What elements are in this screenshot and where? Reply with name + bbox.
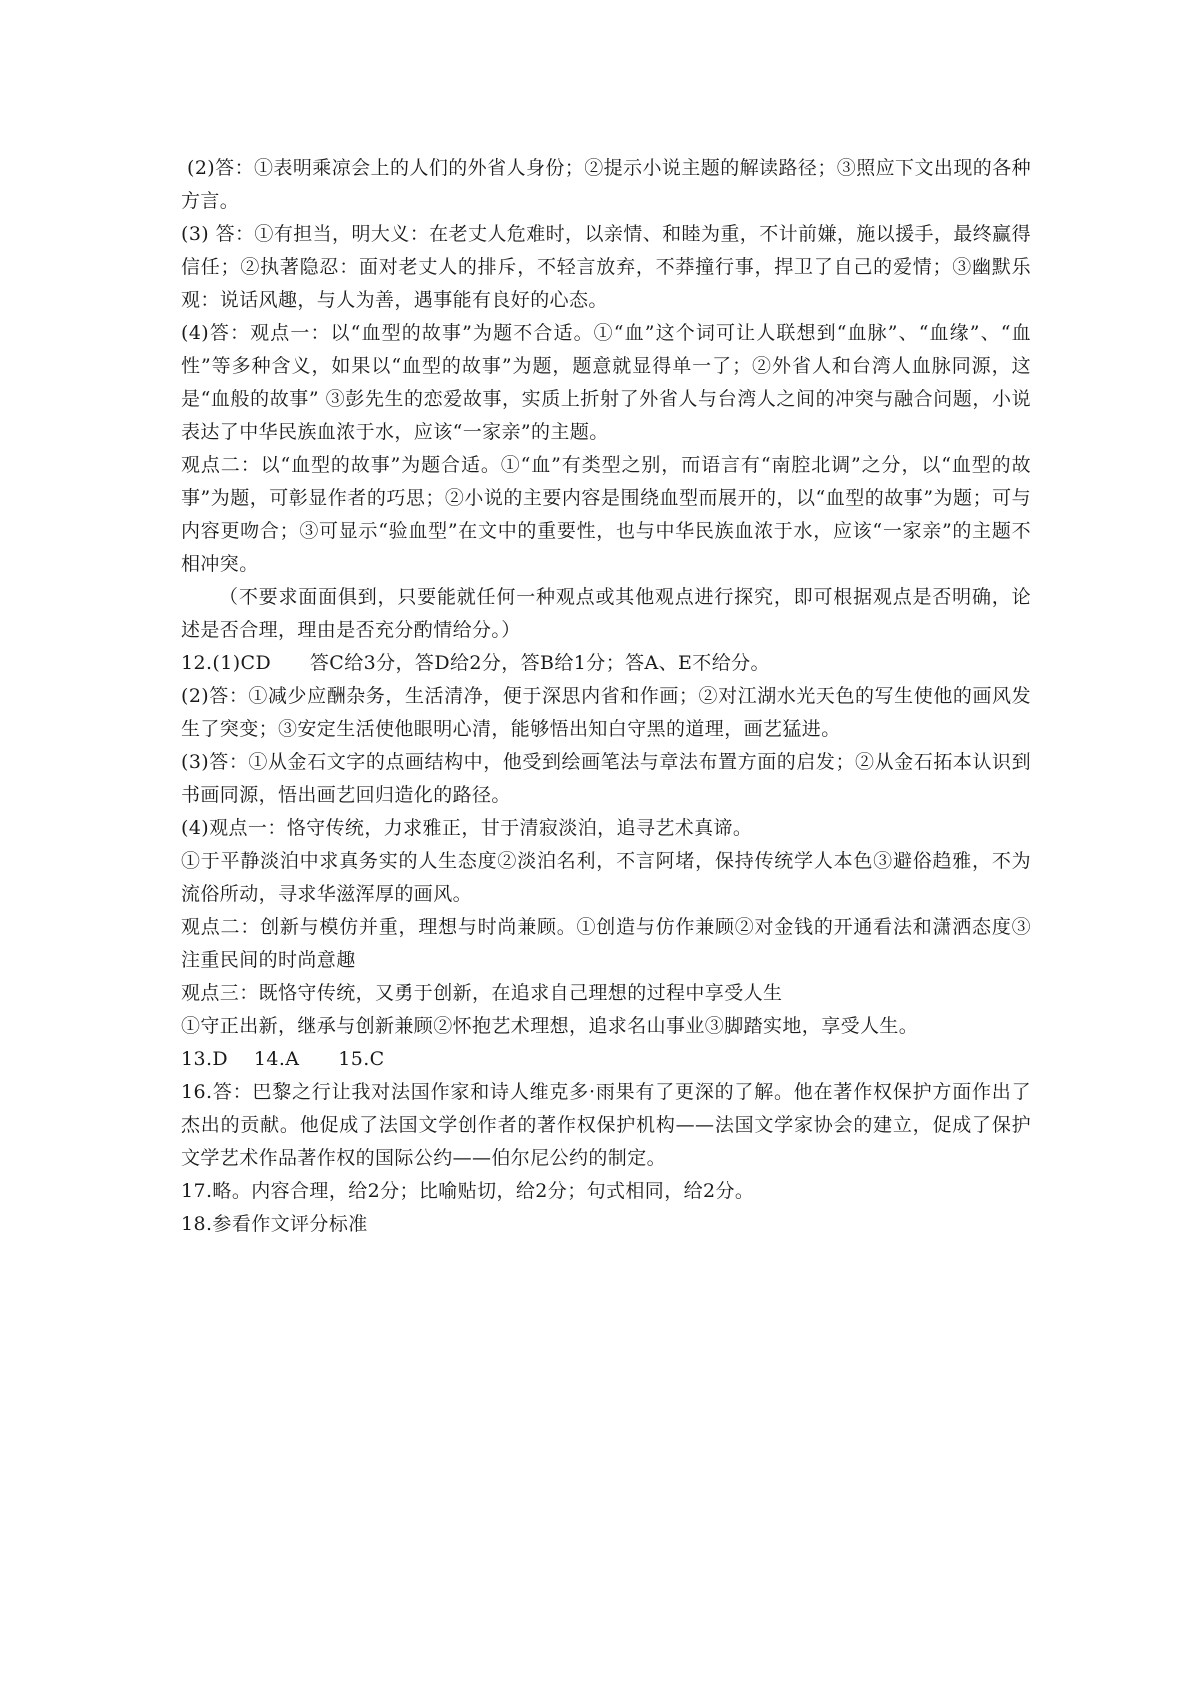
answer-paragraph-q18: 18.参看作文评分标准 <box>181 1213 368 1235</box>
answer-paragraph-q17: 17.略。内容合理，给2分；比喻贴切，给2分；句式相同，给2分。 <box>181 1180 755 1202</box>
answer-paragraph-q12-4-view-2: 观点二：创新与模仿并重，理想与时尚兼顾。①创造与仿作兼顾②对金钱的开通看法和潇洒态度③注重民间的时尚意趣 <box>181 916 1031 971</box>
answer-paragraph-q12-4-view-3-points: ①守正出新，继承与创新兼顾②怀抱艺术理想，追求名山事业③脚踏实地，享受人生。 <box>181 1015 919 1037</box>
answer-paragraph-q12-2: (2)答：①减少应酬杂务，生活清净，便于深思内省和作画；②对江湖水光天色的写生使他的画风发生了突变；③安定生活使他眼明心清，能够悟出知白守黑的道理，画艺猛进。 <box>181 685 1031 740</box>
answer-paragraph-q16: 16.答：巴黎之行让我对法国作家和诗人维克多·雨果有了更深的了解。他在著作权保护方面作出了杰出的贡献。他促成了法国文学创作者的著作权保护机构——法国文学家协会的建立，促成了保护文学艺术作品著作权的国际公约——伯尔尼公约的制定。 <box>181 1081 1031 1169</box>
answer-paragraph-q12-4-view-1: (4)观点一：恪守传统，力求雅正，甘于清寂淡泊，追寻艺术真谛。 <box>181 817 753 839</box>
answer-paragraph-q13-15: 13.D 14.A 15.C <box>181 1048 385 1070</box>
answer-paragraph-q12-4-view-3: 观点三：既恪守传统，又勇于创新，在追求自己理想的过程中享受人生 <box>181 982 783 1004</box>
answer-paragraph-q12-4-view-1-points: ①于平静淡泊中求真务实的人生态度②淡泊名利，不言阿堵，保持传统学人本色③避俗趋雅，不为流俗所动，寻求华滋浑厚的画风。 <box>181 850 1031 905</box>
answer-content <box>181 152 1031 1241</box>
answer-paragraph-q11-3: (3) 答：①有担当，明大义：在老丈人危难时，以亲情、和睦为重，不计前嫌，施以援手，最终赢得信任；②执著隐忍：面对老丈人的排斥，不轻言放弃，不莽撞行事，捍卫了自己的爱情；③幽默乐观：说话风趣，与人为善，遇事能有良好的心态。 <box>181 223 1031 311</box>
answer-paragraph-q12-3: (3)答：①从金石文字的点画结构中，他受到绘画笔法与章法布置方面的启发；②从金石拓本认识到书画同源，悟出画艺回归造化的路径。 <box>181 751 1031 806</box>
grading-note: （不要求面面俱到，只要能就任何一种观点或其他观点进行探究，即可根据观点是否明确，论述是否合理，理由是否充分酌情给分。） <box>181 586 1031 641</box>
answer-paragraph-q12-1: 12.(1)CD 答C给3分，答D给2分，答B给1分；答A、E不给分。 <box>181 652 770 674</box>
answer-paragraph-q11-2: (2)答：①表明乘凉会上的人们的外省人身份；②提示小说主题的解读路径；③照应下文出现的各种方言。 <box>181 157 1031 212</box>
answer-paragraph-q11-4-view-2: 观点二：以“血型的故事”为题合适。①“血”有类型之别，而语言有“南腔北调”之分，以“血型的故事”为题，可彰显作者的巧思；②小说的主要内容是围绕血型而展开的，以“血型的故事”为题；可与内容更吻合；③可显示“验血型”在文中的重要性，也与中华民族血浓于水，应该“一家亲”的主题不相冲突。 <box>181 454 1031 575</box>
answer-paragraph-q11-4-view-1: (4)答：观点一：以“血型的故事”为题不合适。①“血”这个词可让人联想到“血脉”、“血缘”、“血性”等多种含义，如果以“血型的故事”为题，题意就显得单一了；②外省人和台湾人血脉同源，这是“血般的故事” ③彭先生的恋爱故事，实质上折射了外省人与台湾人之间的冲突与融合问题，小说表达了中华民族血浓于水，应该“一家亲”的主题。 <box>181 322 1031 443</box>
